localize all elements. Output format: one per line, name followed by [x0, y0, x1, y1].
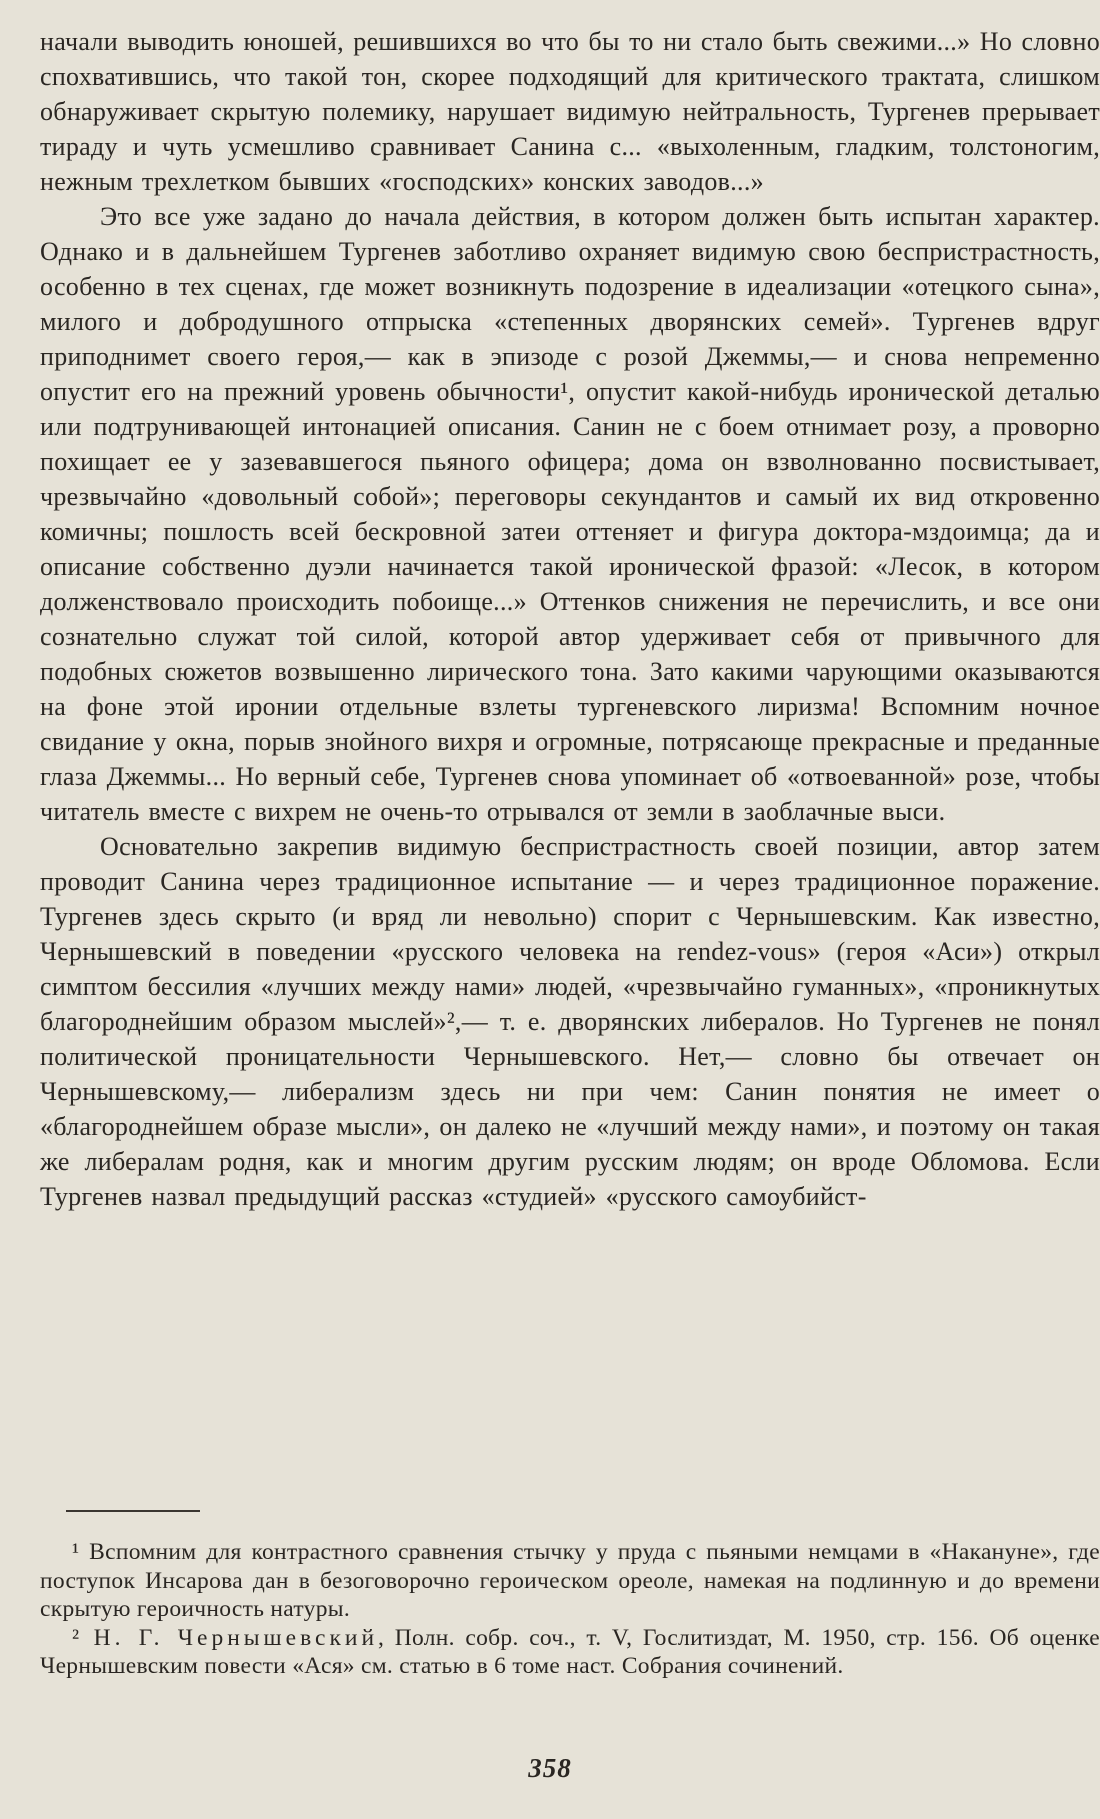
- footnote-2-marker: ²: [72, 1624, 80, 1651]
- footnote-divider: [66, 1510, 200, 1512]
- footnote-2-author: Н. Г. Чернышевский: [79, 1624, 379, 1651]
- footnote-1: [40, 1538, 1100, 1624]
- body-text: [40, 24, 1100, 1214]
- footnote-1-marker: ¹: [72, 1539, 80, 1565]
- paragraph-1: начали выводить юношей, решившихся во что бы то ни стало быть свежими...» Но словно спохватившись, что такой тон, скорее подходящий для критического трактата, слишком обнаруживает скрытую полемику, нарушает видимую нейтральность, Тургенев прерывает тираду и чуть усмешливо сравнивает Санина с... «выхоленным, гладким, толстоногим, нежным трехлетком бывших «господских» конских заводов...»: [40, 27, 1100, 196]
- page-number: 358: [528, 1753, 572, 1783]
- footnote-2-text: , Полн. собр. соч., т. V, Гослитиздат, М. 1950, стр. 156. Об оценке Чернышевским повести «Ася» см. статью в 6 томе наст. Собрания сочинений.: [40, 1624, 1100, 1679]
- footnotes: [40, 1538, 1100, 1681]
- footnote-2: [40, 1624, 1100, 1681]
- footnote-1-text: Вспомним для контрастного сравнения стычку у пруда с пьяными немцами в «Накануне», где поступок Инсарова дан в безоговорочно героическом ореоле, намекая на подлинную и до времени скрытую героичность натуры.: [40, 1539, 1100, 1622]
- paragraph-2: Это все уже задано до начала действия, в котором должен быть испытан характер. Однако и в дальнейшем Тургенев заботливо охраняет видимую свою беспристрастность, особенно в тех сценах, где может возникнуть подозрение в идеализации «отецкого сына», милого и добродушного отпрыска «степенных дворянских семей». Тургенев вдруг приподнимет своего героя,— как в эпизоде с розой Джеммы,— и снова непременно опустит его на прежний уровень обычности¹, опустит какой-нибудь иронической деталью или подтрунивающей интонацией описания. Санин не с боем отнимает розу, а проворно похищает ее у зазевавшегося пьяного офицера; дома он взволнованно посвистывает, чрезвычайно «довольный собой»; переговоры секундантов и самый их вид откровенно комичны; пошлость всей бескровной затеи оттеняет и фигура доктора-мздоимца; да и описание собственно дуэли начинается такой иронической фразой: «Лесок, в котором долженствовало происходить побоище...» Оттенков снижения не перечислить, и все они сознательно служат той силой, которой автор удерживает себя от привычного для подобных сюжетов возвышенно лирического тона. Зато какими чарующими оказываются на фоне этой иронии отдельные взлеты тургеневского лиризма! Вспомним ночное свидание у окна, порыв знойного вихря и огромные, потрясающе прекрасные и преданные глаза Джеммы... Но верный себе, Тургенев снова упоминает об «отвоеванной» розе, чтобы читатель вместе с вихрем не очень-то отрывался от земли в заоблачные выси.: [40, 202, 1100, 826]
- paragraph-3: Основательно закрепив видимую беспристрастность своей позиции, автор затем проводит Санина через традиционное испытание — и через традиционное поражение. Тургенев здесь скрыто (и вряд ли невольно) спорит с Чернышевским. Как известно, Чернышевский в поведении «русского человека на rendez-vous» (героя «Аси») открыл симптом бессилия «лучших между нами» людей, «чрезвычайно гуманных», «проникнутых благороднейшим образом мыслей»²,— т. е. дворянских либералов. Но Тургенев не понял политической проницательности Чернышевского. Нет,— словно бы отвечает он Чернышевскому,— либерализм здесь ни при чем: Санин понятия не имеет о «благороднейшем образе мысли», он далеко не «лучший между нами», и поэтому он такая же либералам родня, как и многим другим русским людям; он вроде Обломова. Если Тургенев назвал предыдущий рассказ «студией» «русского самоубийст-: [40, 832, 1100, 1211]
